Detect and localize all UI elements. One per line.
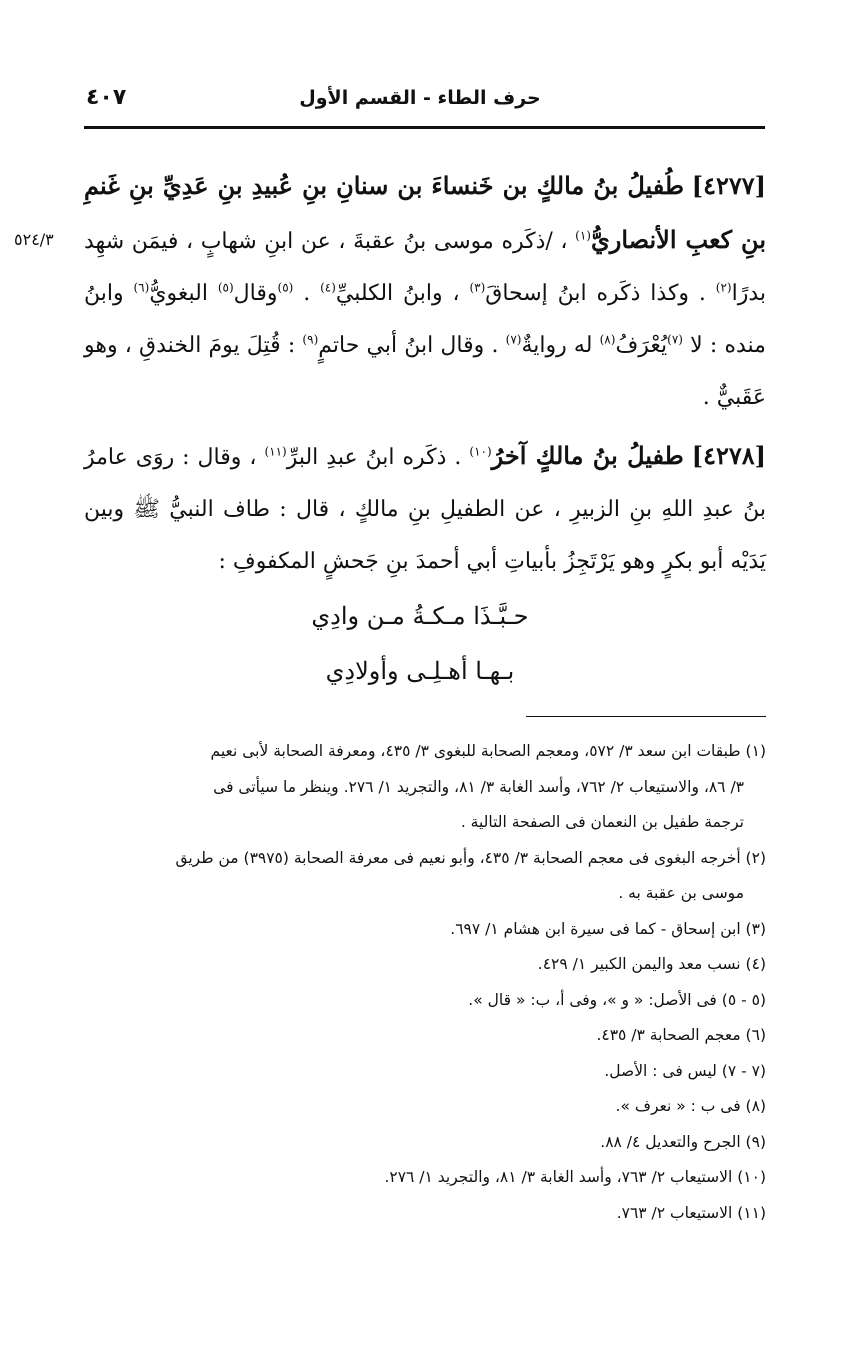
footnote-line: (٧ - ٧) ليس فى : الأصل.	[604, 1061, 766, 1080]
footnote-line: (١٠) الاستيعاب ٢/ ٧٦٣، وأسد الغابة ٣/ ٨١، والتجريد ١/ ٢٧٦.	[384, 1168, 766, 1186]
footnote-ref: (١٠)	[469, 444, 492, 459]
entry-number: [٤٢٧٧]	[691, 171, 766, 200]
entry-text: : قُتِلَ يومَ الخندقِ ، وهو عَقَبيٌّ .	[84, 333, 766, 410]
entry-name: طُفيلُ بنُ مالكٍ بن خَنساءَ بن سنانِ بنِ عُبيدِ بنِ عَدِيِّ بنِ غَنمِ بنِ كعبِ الأنصاريُّ	[84, 171, 766, 254]
footnote-ref: (١١)	[264, 444, 287, 459]
entry-4278	[84, 430, 766, 588]
footnote-ref: (٧)	[667, 332, 683, 347]
entry-text: له روايةٌ	[521, 333, 593, 358]
entry-text: .	[303, 281, 311, 306]
footnote-ref: (٧)	[505, 332, 522, 347]
footnote-line: موسى بن عقبة به .	[618, 884, 744, 902]
footnote-ref: (٢)	[715, 280, 732, 295]
footnote-line: (٦) معجم الصحابة ٣/ ٤٣٥.	[596, 1026, 766, 1044]
entry-text: . وكذا ذكَره ابنُ إسحاقَ	[485, 281, 706, 306]
running-header-title: حرف الطاء - القسم الأول	[299, 87, 541, 109]
footnote-ref: (٤)	[320, 280, 336, 295]
footnote-separator	[526, 716, 766, 717]
footnote-line: ٣/ ٨٦، والاستيعاب ٢/ ٧٦٢، وأسد الغابة ٣/ ٨١، والتجريد ١/ ٢٧٦. وينظر ما سيأتى فى	[213, 777, 744, 796]
footnote-line: (١) طبقات ابن سعد ٣/ ٥٧٢، ومعجم الصحابة للبغوى ٣/ ٤٣٥، ومعرفة الصحابة لأبى نعيم	[210, 742, 766, 760]
footnote-line: (٨) فى ب : « نعرف ».	[615, 1097, 766, 1115]
margin-page-reference: ٥٢٤/٣	[14, 230, 54, 249]
footnote-line: (٣) ابن إسحاق - كما فى سيرة ابن هشام ١/ ٦٩٧.	[450, 919, 766, 938]
footnote-ref: (٥)	[217, 280, 234, 295]
entry-text: ، وابنُ الكلبيِّ	[335, 281, 460, 306]
footnote-line: (٤) نسب معد واليمن الكبير ١/ ٤٢٩.	[537, 955, 766, 973]
poem-verse-2: بـهـا أهـلِـى وأولادِي	[325, 657, 515, 685]
footnote-ref: (١)	[575, 228, 591, 243]
poem-verse-1: حـبَّـذَا مـكـةُ مـن وادِي	[311, 602, 529, 630]
footnotes	[84, 734, 766, 1231]
footnote-line: (١١) الاستيعاب ٢/ ٧٦٣.	[616, 1203, 766, 1222]
footnote-ref: (٣)	[469, 280, 486, 295]
entry-text: . وقال ابنُ أبي حاتمٍ	[318, 333, 499, 358]
header-rule	[84, 126, 765, 129]
footnote-line: (٥ - ٥) فى الأصل: « و »، وفى أ، ب: « قال ».	[468, 990, 766, 1009]
entry-text: البغويُّ	[149, 281, 208, 306]
footnote-line: (٩) الجرح والتعديل ٤/ ٨٨.	[600, 1132, 766, 1151]
entry-text: يُعْرَفُ	[615, 333, 668, 358]
footnote-ref: (٦)	[133, 280, 150, 295]
footnote-ref: (٩)	[302, 332, 319, 347]
entry-text: وابنُ منده : لا	[84, 281, 766, 358]
footnote-ref: (٥)	[277, 280, 294, 295]
entry-4277	[84, 160, 766, 424]
entry-name: طفيلُ بنُ مالكٍ آخرُ	[491, 441, 684, 470]
entry-text: ، وقال : روَى عامرُ بنُ عبدِ اللهِ بنِ الزبيرِ ، عن الطفيلِ بنِ مالكٍ ، قال : طاف النبيُّ ﷺ وبين يَدَيْه أبو بكرٍ وهو يَرْتَجِزُ بأبياتِ أبي أحمدَ بنِ جَحشٍ المكفوفِ :	[84, 445, 766, 574]
entry-text: وقال	[233, 281, 278, 306]
footnote-line: ترجمة طفيل بن النعمان فى الصفحة التالية .	[460, 813, 744, 831]
footnote-line: (٢) أخرجه البغوى فى معجم الصحابة ٣/ ٤٣٥، وأبو نعيم فى معرفة الصحابة (٣٩٧٥) من طريق	[175, 848, 766, 867]
entry-number: [٤٢٧٨]	[691, 441, 767, 470]
main-text	[84, 160, 766, 588]
footnote-ref: (٨)	[599, 332, 616, 347]
page-number: ٤٠٧	[86, 85, 127, 110]
entry-text: ، /ذكَره موسى بنُ عقبةَ ، عن ابنِ شهابٍ ، فيمَن شهِد بدرًا	[84, 229, 767, 306]
entry-text: . ذكَره ابنُ عبدِ البرِّ	[286, 445, 462, 470]
